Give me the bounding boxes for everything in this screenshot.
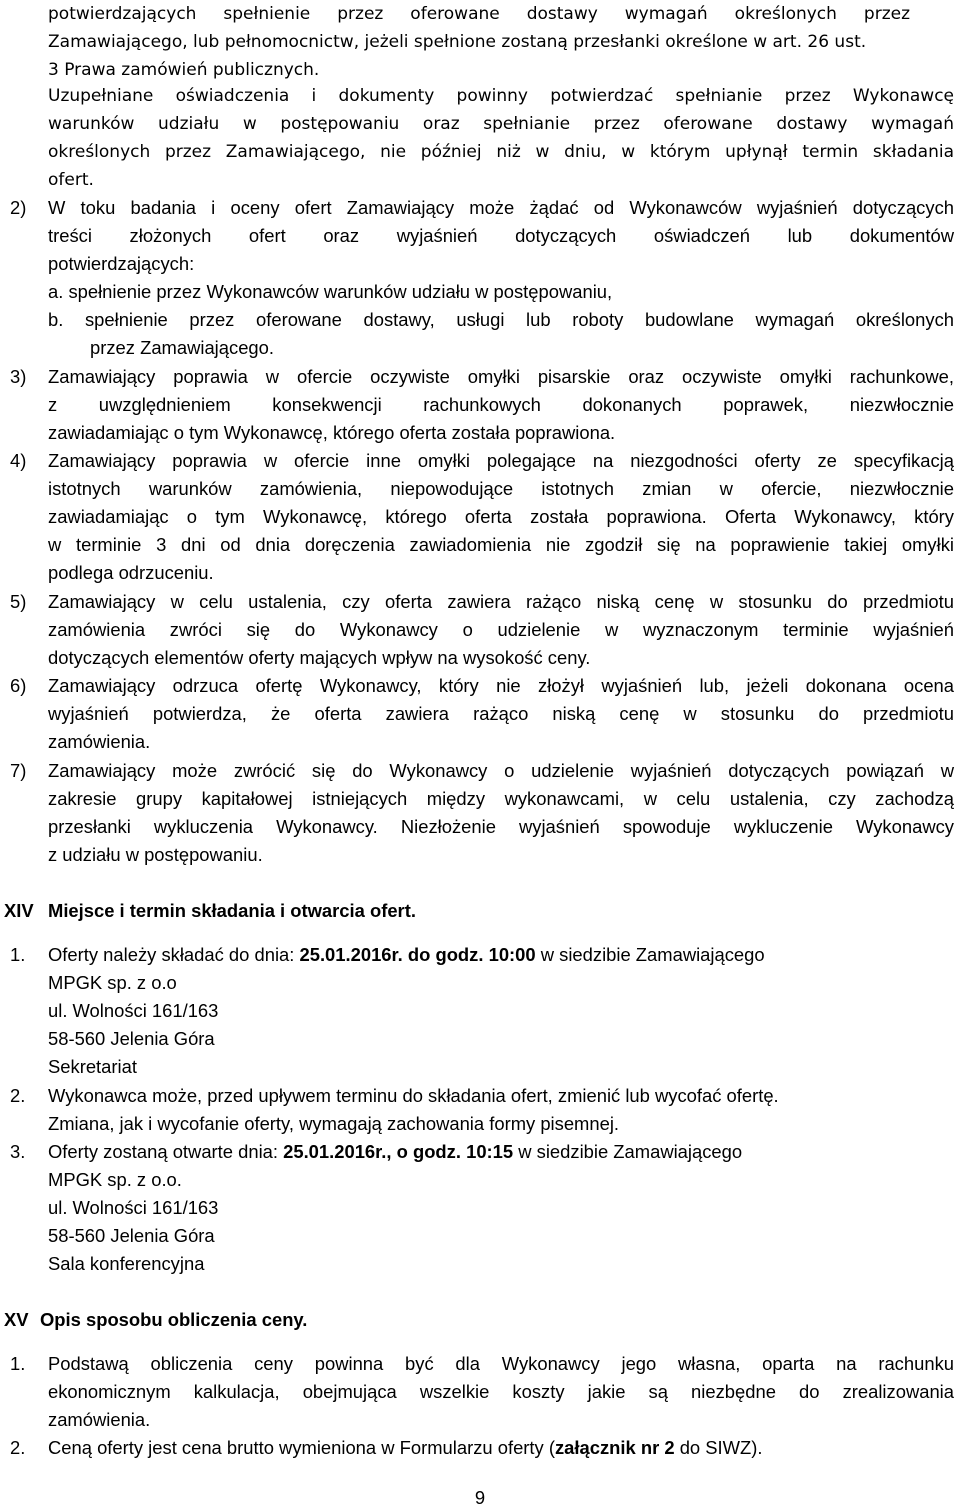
list-item-line	[48, 1138, 742, 1166]
text: do SIWZ).	[674, 1437, 763, 1458]
list-number: 6)	[10, 675, 27, 696]
address-line: Sala konferencyjna	[48, 1253, 205, 1274]
sub-item-line: przez Zamawiającego.	[90, 337, 274, 358]
list-item-line: Zamawiający poprawia w ofercie oczywiste omyłki pisarskie oraz oczywiste omyłki rachunkowe,	[48, 366, 954, 387]
text: w siedzibie Zamawiającego	[535, 944, 765, 965]
list-item-line: Podstawą obliczenia ceny powinna być dla Wykonawcy jego własna, oparta na rachunku	[48, 1353, 954, 1374]
list-number: 2)	[10, 197, 27, 218]
list-number: 2.	[10, 1085, 26, 1106]
list-number: 3)	[10, 366, 27, 387]
section-number: XIV	[4, 900, 34, 921]
sub-item: a. spełnienie przez Wykonawców warunków udziału w postępowaniu,	[48, 281, 613, 302]
list-item-line: Zamawiający w celu ustalenia, czy oferta zawiera rażąco niską cenę w stosunku do przedmiotu	[48, 591, 954, 612]
address-line: MPGK sp. z o.o.	[48, 1169, 182, 1190]
list-number: 7)	[10, 760, 27, 781]
list-item-line: potwierdzających:	[48, 253, 195, 274]
text: Ceną oferty jest cena brutto wymieniona w Formularzu oferty (	[48, 1437, 555, 1458]
list-number: 5)	[10, 591, 27, 612]
text: do godz.	[402, 944, 489, 965]
paragraph-line: Zamawiającego, lub pełnomocnictw, jeżeli spełnione zostaną przesłanki określone w art. 26 ust.	[48, 32, 867, 52]
paragraph-line: Uzupełniane oświadczenia i dokumenty powinny potwierdzać spełnianie przez Wykonawcę	[48, 86, 954, 106]
list-item-line: zamówienia.	[48, 1409, 151, 1430]
list-item-line: zamówienia zwróci się do Wykonawcy o udzielenie w wyznaczonym terminie wyjaśnień	[48, 619, 954, 640]
list-item-line: dotyczących elementów oferty mających wpływ na wysokość ceny.	[48, 647, 591, 668]
section-number: XV	[4, 1309, 29, 1330]
list-item-line: Zamawiający odrzuca ofertę Wykonawcy, który nie złożył wyjaśnień lub, jeżeli dokonana ocena	[48, 675, 954, 696]
list-number: 4)	[10, 450, 27, 471]
paragraph-line: 3 Prawa zamówień publicznych.	[48, 60, 320, 80]
text: , o godz.	[386, 1141, 467, 1162]
paragraph-line: warunków udziału w postępowaniu oraz spełnianie przez oferowane dostawy wymagań	[48, 114, 954, 134]
list-item-line: podlega odrzuceniu.	[48, 562, 214, 583]
attachment-ref: załącznik nr 2	[554, 1437, 675, 1458]
list-item-line: Zmiana, jak i wycofanie oferty, wymagają zachowania formy pisemnej.	[48, 1113, 620, 1134]
text: w siedzibie Zamawiającego	[513, 1141, 743, 1162]
paragraph-line: określonych przez Zamawiającego, nie później niż w dniu, w którym upłynął termin składania	[48, 142, 954, 162]
list-number: 2.	[10, 1437, 26, 1458]
text: Oferty zostaną otwarte dnia:	[48, 1141, 284, 1162]
list-item-line	[48, 1434, 762, 1462]
list-item-line: treści złożonych ofert oraz wyjaśnień dotyczących oświadczeń lub dokumentów	[48, 225, 954, 246]
list-item-line: istotnych warunków zamówienia, niepowodujące istotnych zmian w ofercie, niezwłocznie	[48, 478, 954, 499]
list-item-line: zawiadamiając o tym Wykonawcę, którego oferta została poprawiona.	[48, 422, 616, 443]
address-line: 58-560 Jelenia Góra	[48, 1028, 215, 1049]
list-item-line: W toku badania i oceny ofert Zamawiający może żądać od Wykonawców wyjaśnień dotyczących	[48, 197, 954, 218]
list-item-line: Zamawiający może zwrócić się do Wykonawcy o udzielenie wyjaśnień dotyczących powiązań w	[48, 760, 954, 781]
list-number: 1.	[10, 1353, 26, 1374]
list-item-line: Wykonawca może, przed upływem terminu do składania ofert, zmienić lub wycofać ofertę.	[48, 1085, 779, 1106]
paragraph-line: potwierdzających spełnienie przez oferowane dostawy wymagań określonych przez	[48, 4, 910, 24]
opening-date: 25.01.2016r.	[283, 1141, 387, 1162]
section-title: Opis sposobu obliczenia ceny.	[40, 1309, 308, 1330]
list-item-line: z uwzględnieniem konsekwencji rachunkowych dokonanych poprawek, niezwłocznie	[48, 394, 954, 415]
address-line: 58-560 Jelenia Góra	[48, 1225, 215, 1246]
list-item-line: zakresie grupy kapitałowej istniejących między wykonawcami, w celu ustalenia, czy zachodzą	[48, 788, 954, 809]
sub-item: b. spełnienie przez oferowane dostawy, usługi lub roboty budowlane wymagań określonych	[48, 309, 954, 330]
list-number: 3.	[10, 1141, 26, 1162]
list-item-line: zamówienia.	[48, 731, 151, 752]
address-line: ul. Wolności 161/163	[48, 1197, 219, 1218]
list-item-line: w terminie 3 dni od dnia doręczenia zawiadomienia nie zgodził się na poprawienie takiej omyłki	[48, 534, 954, 555]
text: Oferty należy składać do dnia:	[48, 944, 300, 965]
page-number: 9	[474, 1487, 486, 1508]
list-item-line: z udziału w postępowaniu.	[48, 844, 263, 865]
opening-time: 10:15	[466, 1141, 514, 1162]
address-line: Sekretariat	[48, 1056, 137, 1077]
address-line: ul. Wolności 161/163	[48, 1000, 219, 1021]
list-item-line	[48, 941, 765, 969]
deadline-date: 25.01.2016r.	[299, 944, 403, 965]
list-item-line: Zamawiający poprawia w ofercie inne omyłki polegające na niezgodności oferty ze specyfikacją	[48, 450, 954, 471]
list-number: 1.	[10, 944, 26, 965]
list-item-line: ekonomicznym kalkulacja, obejmująca wszelkie koszty jakie są niezbędne do zrealizowania	[48, 1381, 954, 1402]
deadline-time: 10:00	[488, 944, 536, 965]
section-title: Miejsce i termin składania i otwarcia ofert.	[48, 900, 416, 921]
list-item-line: przesłanki wykluczenia Wykonawcy. Niezłożenie wyjaśnień spowoduje wykluczenie Wykonawcy	[48, 816, 954, 837]
list-item-line: zawiadamiając o tym Wykonawcę, którego oferta została poprawiona. Oferta Wykonawcy, który	[48, 506, 954, 527]
list-item-line: wyjaśnień potwierdza, że oferta zawiera rażąco niską cenę w stosunku do przedmiotu	[48, 703, 954, 724]
paragraph-line: ofert.	[48, 170, 94, 190]
address-line: MPGK sp. z o.o	[48, 972, 177, 993]
